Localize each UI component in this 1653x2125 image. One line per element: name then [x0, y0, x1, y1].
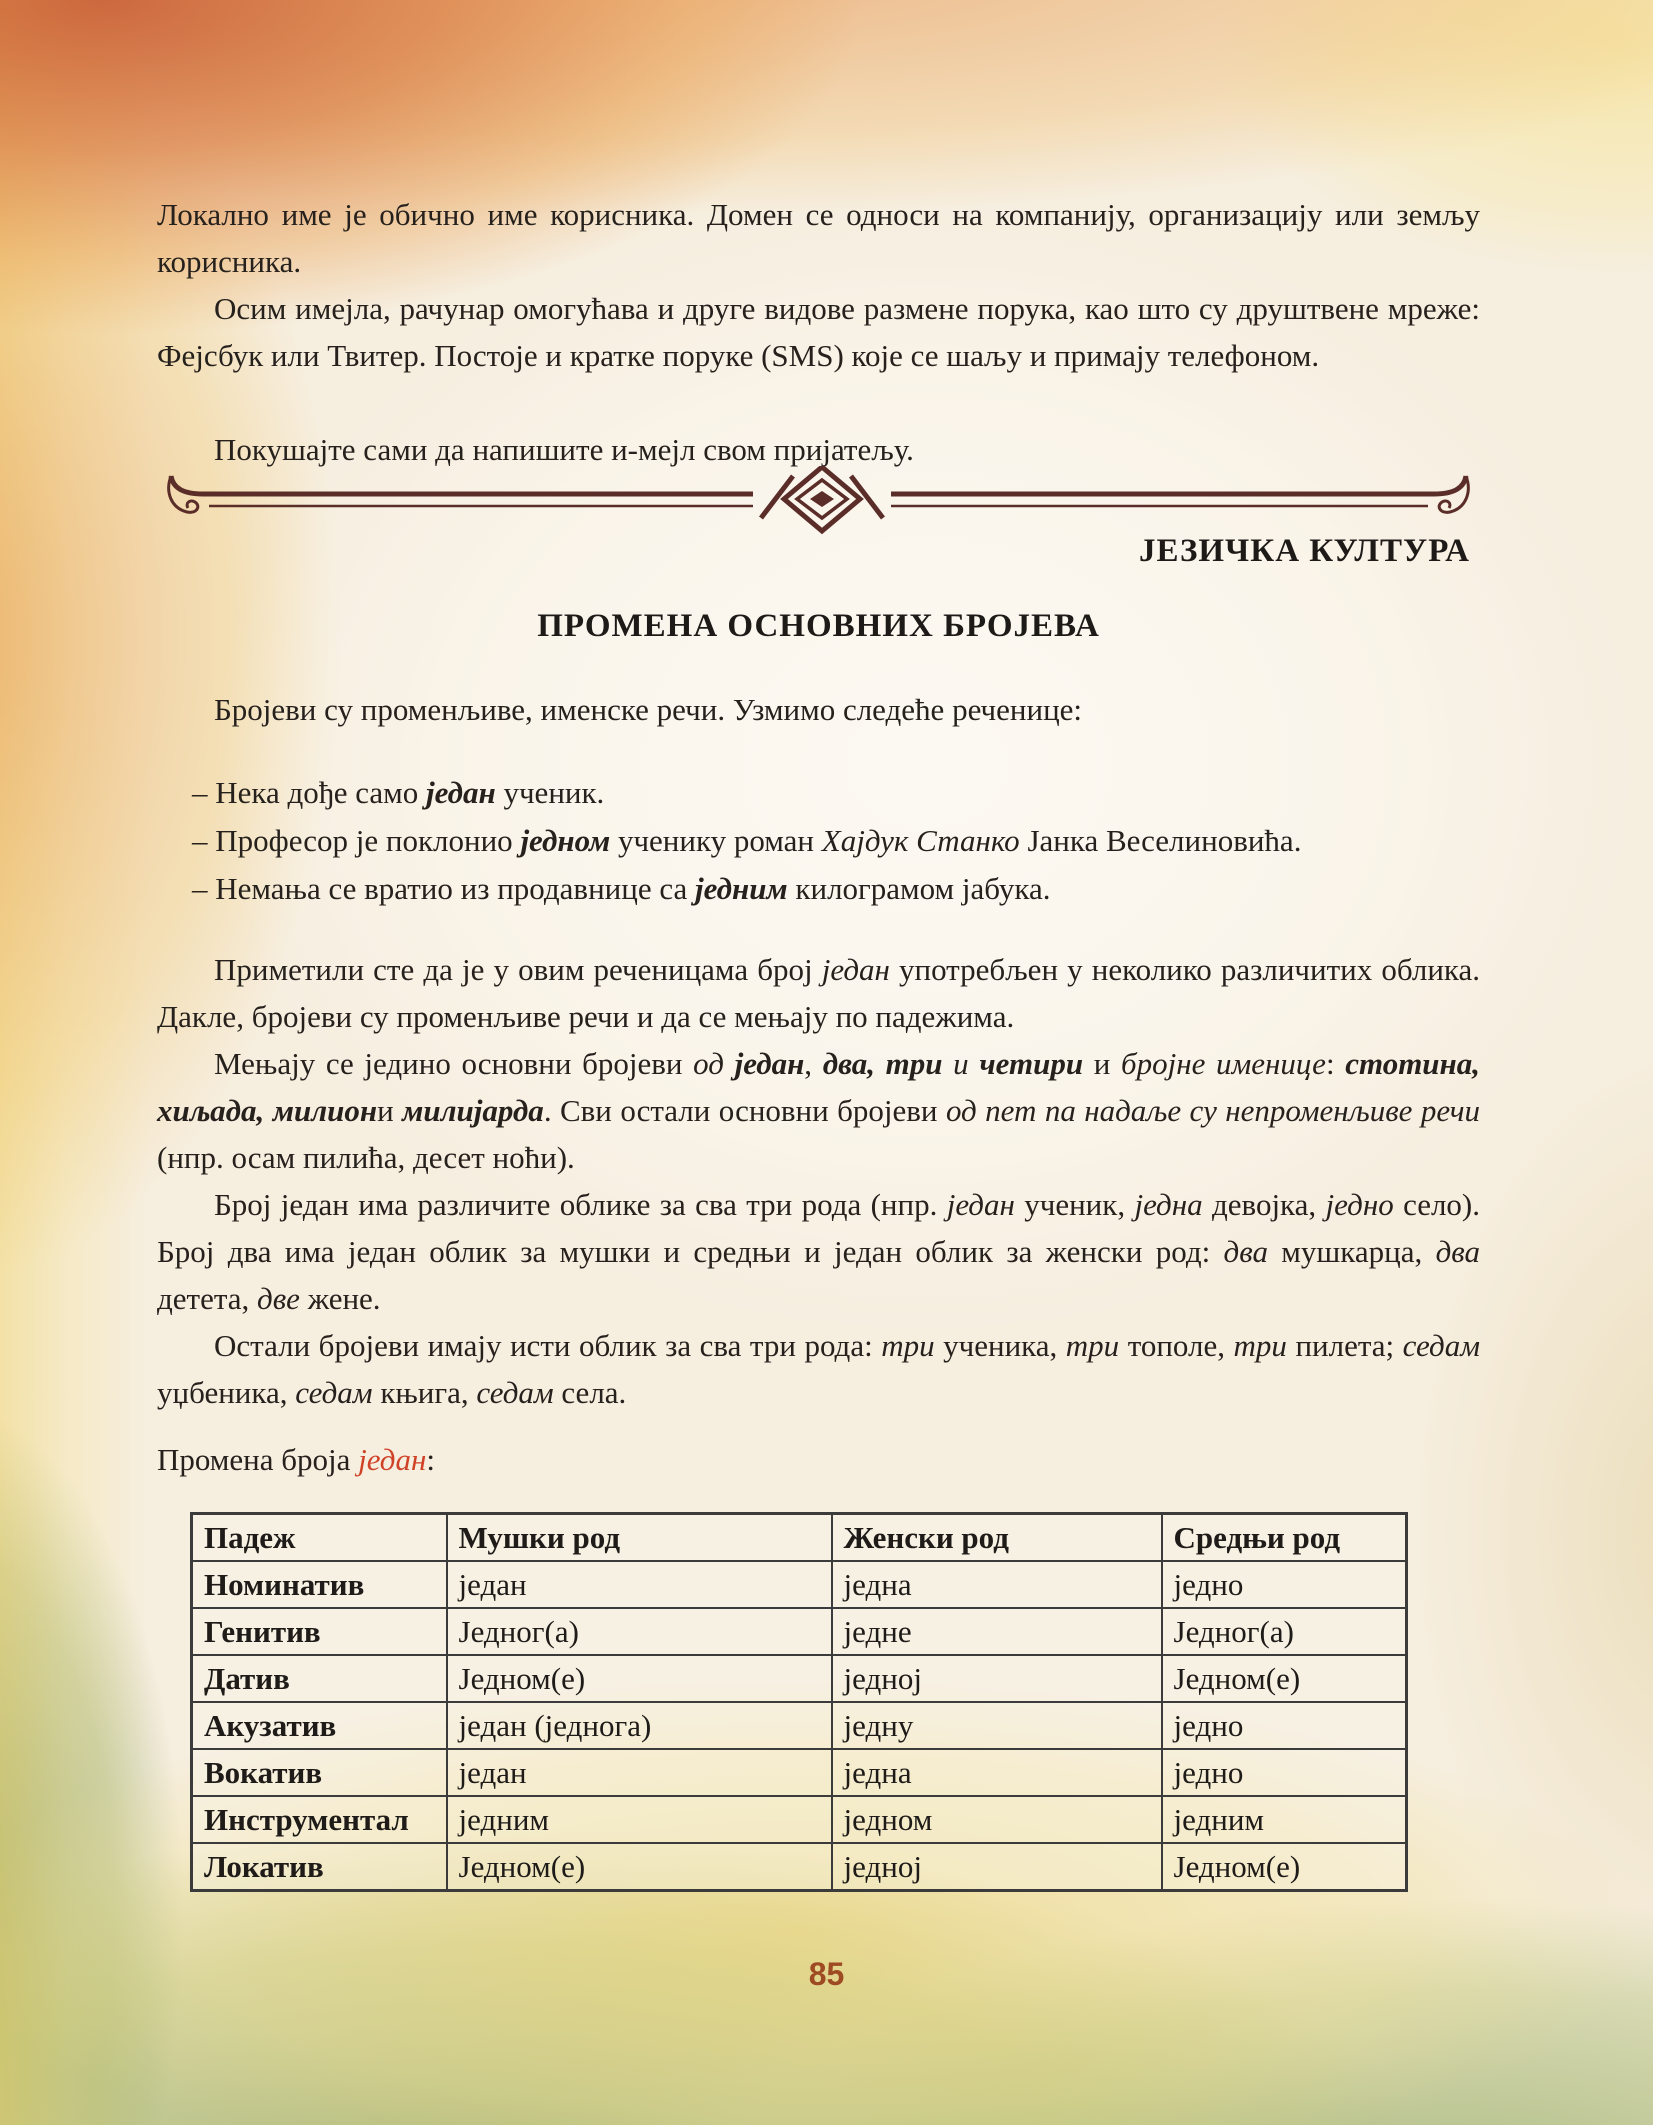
table-cell: Једном(е) [447, 1655, 832, 1702]
table-caption [157, 1436, 1480, 1483]
table-cell-case: Инструментал [192, 1796, 447, 1843]
text-run: мушкарца, [1267, 1234, 1436, 1269]
table-cell: Једном(е) [1162, 1655, 1407, 1702]
list-item-2 [192, 817, 1480, 864]
emphasis-word: један [821, 952, 890, 987]
list-item-text: – Немања се вратио из продавнице са [192, 871, 695, 906]
table-cell: једна [832, 1749, 1162, 1796]
list-item-3 [192, 865, 1480, 912]
highlight-word: милијарда [402, 1093, 544, 1128]
table-cell-case: Генитив [192, 1608, 447, 1655]
text-run: ученик, [1014, 1187, 1135, 1222]
emphasis-word: седам [1402, 1328, 1480, 1363]
emphasis-word: седам [476, 1375, 554, 1410]
list-item-text: ученику роман [610, 823, 822, 858]
section-heading: ПРОМЕНА ОСНОВНИХ БРОЈЕВА [537, 608, 1100, 644]
table-row [192, 1843, 1407, 1891]
table-cell: једно [1162, 1561, 1407, 1608]
text-run: Промена броја [157, 1442, 359, 1477]
section-divider-icon [157, 466, 1480, 536]
intro-paragraph-3: Покушајте сами да напишите и-мејл свом пријатељу. [214, 432, 914, 467]
book-title: Хајдук Станко [821, 823, 1020, 858]
table-cell-case: Датив [192, 1655, 447, 1702]
text-run: детета, [157, 1281, 258, 1316]
table-cell-case: Вокатив [192, 1749, 447, 1796]
intro-paragraph-2: Осим имејла, рачунар омогућава и друге видове размене порука, као што су друштвене мреже: Фејсбук или Твитер. Постоје и кратке поруке (SMS) које се шаљу и примају телефоном. [157, 291, 1480, 373]
section-label: ЈЕЗИЧКА КУЛТУРА [1139, 533, 1470, 569]
text-run: . Сви остали основни бројеви [543, 1093, 946, 1128]
text-run: : [1325, 1046, 1346, 1081]
table-row [192, 1608, 1407, 1655]
table-cell: Једном(е) [1162, 1843, 1407, 1891]
table-cell: један [447, 1561, 832, 1608]
text-run: , [804, 1046, 823, 1081]
table-cell-case: Номинатив [192, 1561, 447, 1608]
emphasis-word: два [1223, 1234, 1268, 1269]
table-cell: једној [832, 1843, 1162, 1891]
lead-paragraph: Бројеви су променљиве, именске речи. Узмимо следеће реченице: [214, 692, 1083, 727]
table-cell: једна [832, 1561, 1162, 1608]
table-cell: једном [832, 1796, 1162, 1843]
table-cell-case: Акузатив [192, 1702, 447, 1749]
emphasis-word: један [946, 1187, 1015, 1222]
list-item-text: ученик. [495, 775, 605, 810]
table-row [192, 1655, 1407, 1702]
page-number: 85 [808, 1956, 845, 1992]
text-run: књига, [372, 1375, 477, 1410]
text-run: села. [553, 1375, 627, 1410]
table-cell: Једног(а) [1162, 1608, 1407, 1655]
table-cell: Једном(е) [447, 1843, 832, 1891]
table-row [192, 1561, 1407, 1608]
table-cell: једне [832, 1608, 1162, 1655]
emphasis-word: једно [1325, 1187, 1394, 1222]
text-run: и [1083, 1046, 1121, 1081]
highlight-word: стотина, хиљада, милион [157, 1046, 1481, 1128]
highlight-word: једном [520, 823, 611, 858]
table-header-cell: Средњи род [1162, 1514, 1407, 1562]
accent-word: један [358, 1442, 427, 1477]
text-run: жене. [299, 1281, 381, 1316]
declension-table [190, 1512, 1408, 1892]
list-item-text: – Професор је поклонио [192, 823, 521, 858]
text-run: Приметили сте да је у овим реченицама број [214, 952, 822, 987]
page-content [157, 0, 1480, 2125]
table-row [192, 1749, 1407, 1796]
text-run: ученика, [934, 1328, 1066, 1363]
text-run: Мењају се једино основни бројеви [214, 1046, 694, 1081]
text-run: пилета; [1286, 1328, 1403, 1363]
list-item-1 [192, 769, 1480, 816]
table-cell: једну [832, 1702, 1162, 1749]
body-paragraph-1 [157, 946, 1480, 1040]
emphasis-phrase: од пет па надаље су непроменљиве речи [945, 1093, 1480, 1128]
text-run: употребљен у неколико различитих облика. Дакле, бројеви су променљиве речи и да се мењају по падежима. [157, 952, 1481, 1034]
emphasis-word: седам [295, 1375, 373, 1410]
table-cell: једним [447, 1796, 832, 1843]
table-header-cell: Мушки род [447, 1514, 832, 1562]
text-run: и [377, 1093, 403, 1128]
highlight-word: један [426, 775, 496, 810]
emphasis-word: од [693, 1046, 735, 1081]
emphasis-word: две [257, 1281, 300, 1316]
emphasis-word: три [881, 1328, 935, 1363]
table-header-cell: Падеж [192, 1514, 447, 1562]
highlight-word: два, три [822, 1046, 943, 1081]
table-cell: Једног(а) [447, 1608, 832, 1655]
table-cell: једно [1162, 1749, 1407, 1796]
intro-paragraph-1: Локално име је обично име корисника. Домен се односи на компанију, организацију или земљу корисника. [157, 197, 1480, 279]
text-run: тополе, [1119, 1328, 1234, 1363]
table-cell: једној [832, 1655, 1162, 1702]
table-cell: једним [1162, 1796, 1407, 1843]
emphasis-word: три [1065, 1328, 1120, 1363]
highlight-word: један [734, 1046, 805, 1081]
emphasis-word: једна [1134, 1187, 1203, 1222]
table-header-row [192, 1514, 1407, 1562]
highlight-word: четири [979, 1046, 1084, 1081]
body-paragraph-4 [157, 1322, 1480, 1416]
list-item-text: Јанка Веселиновића. [1019, 823, 1302, 858]
text-run: (нпр. осам пилића, десет ноћи). [157, 1140, 575, 1175]
table-cell: једно [1162, 1702, 1407, 1749]
emphasis-word: три [1233, 1328, 1287, 1363]
body-paragraph-3 [157, 1181, 1480, 1322]
table-header-cell: Женски род [832, 1514, 1162, 1562]
text-run: село). Број два има један облик за мушки и средњи и један облик за женски род: [157, 1187, 1481, 1269]
highlight-word: једним [695, 871, 788, 906]
emphasis-word: два [1435, 1234, 1480, 1269]
text-run: : [426, 1442, 435, 1477]
emphasis-word: и [942, 1046, 980, 1081]
table-row [192, 1796, 1407, 1843]
emphasis-word: бројне именице [1120, 1046, 1326, 1081]
table-cell: један (једнога) [447, 1702, 832, 1749]
text-run: девојка, [1202, 1187, 1326, 1222]
table-cell: један [447, 1749, 832, 1796]
list-item-text: – Нека дође само [192, 775, 427, 810]
body-paragraph-2 [157, 1040, 1480, 1181]
list-item-text: килограмом јабука. [787, 871, 1051, 906]
text-run: уџбеника, [157, 1375, 296, 1410]
text-run: Остали бројеви имају исти облик за сва три рода: [214, 1328, 882, 1363]
table-row [192, 1702, 1407, 1749]
text-run: Број један има различите облике за сва три рода (нпр. [214, 1187, 947, 1222]
table-cell-case: Локатив [192, 1843, 447, 1891]
